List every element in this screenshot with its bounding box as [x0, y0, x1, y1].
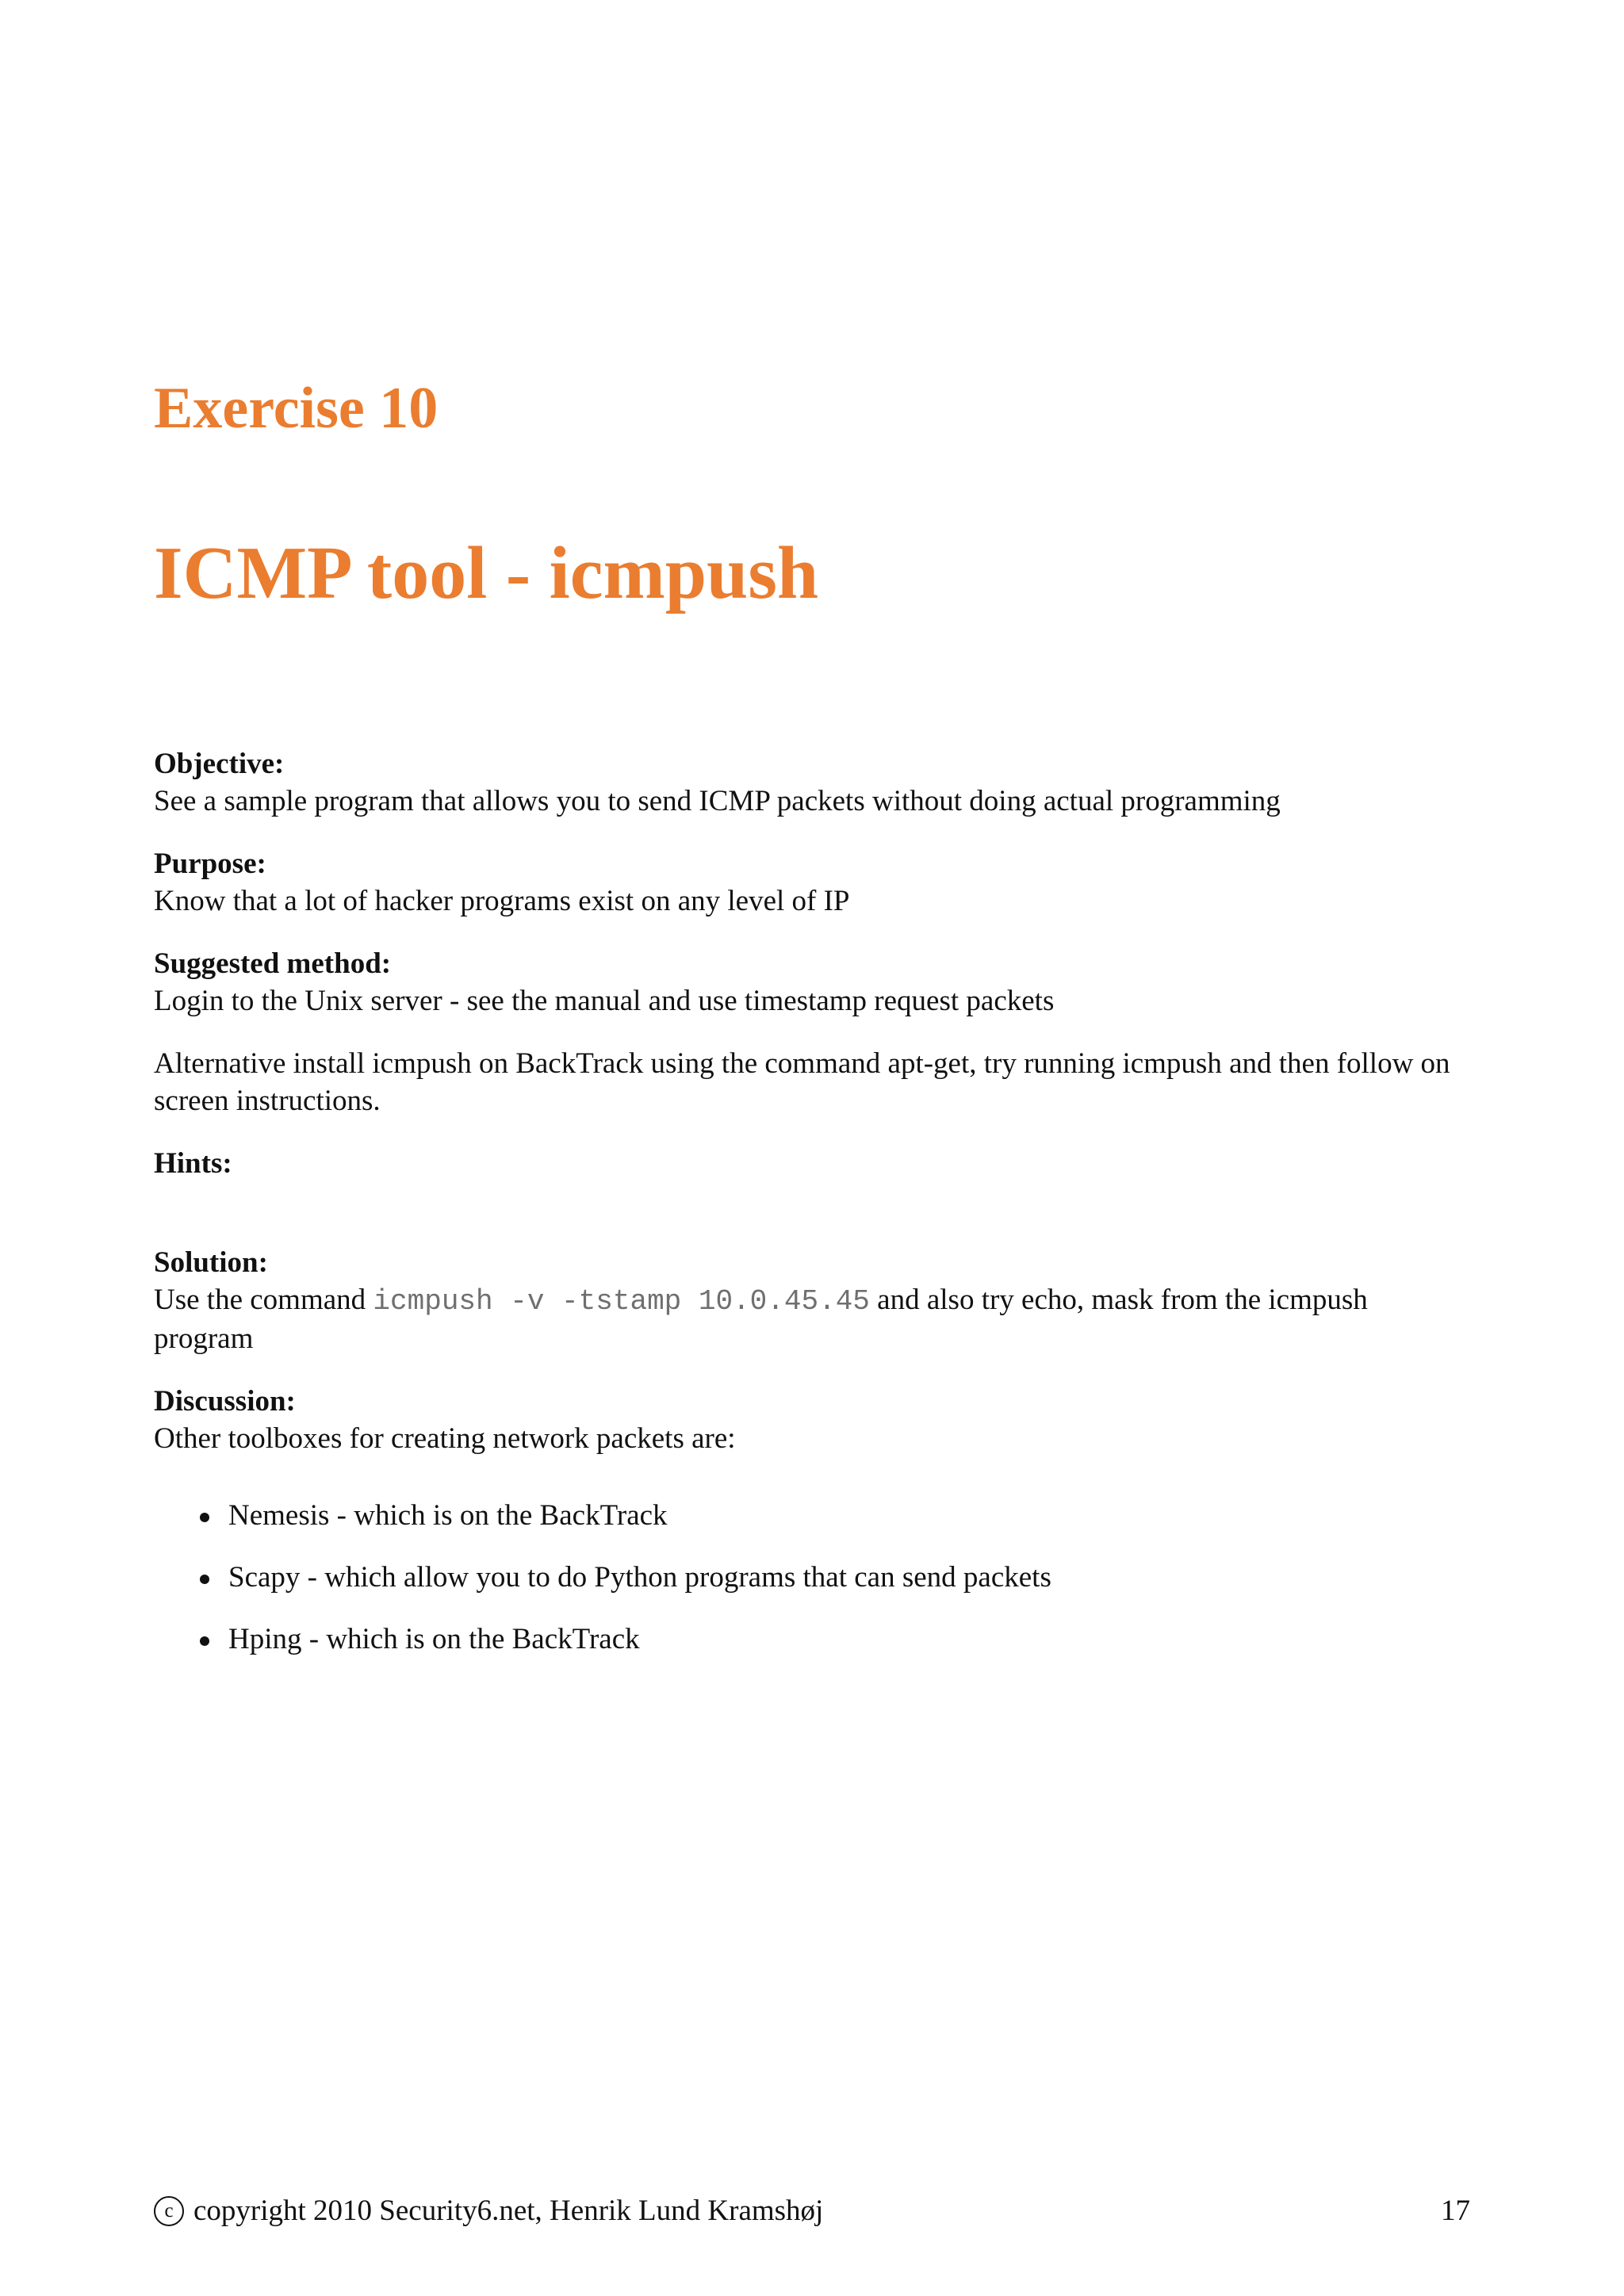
solution-text-after-command: and also try echo, mask from the icmpush program — [154, 1284, 1368, 1355]
copyright-icon: c — [154, 2196, 184, 2226]
hints-label: Hints: — [154, 1147, 232, 1180]
purpose-section — [154, 845, 1470, 920]
bullet-icon — [200, 1636, 209, 1646]
discussion-label: Discussion: — [154, 1385, 296, 1418]
toolbox-item-text: Scapy - which allow you to do Python programs that can send packets — [228, 1561, 1051, 1594]
objective-text: See a sample program that allows you to send ICMP packets without doing actual programming — [154, 785, 1281, 817]
bullet-icon — [200, 1575, 209, 1584]
toolbox-list — [154, 1497, 1470, 1658]
solution-label: Solution: — [154, 1246, 268, 1279]
copyright-text: copyright 2010 Security6.net, Henrik Lund Kramshøj — [193, 2195, 824, 2227]
suggested-method-text: Login to the Unix server - see the manual and use timestamp request packets — [154, 985, 1055, 1017]
toolbox-item-text: Nemesis - which is on the BackTrack — [228, 1499, 668, 1532]
list-item — [154, 1621, 1470, 1658]
discussion-section — [154, 1383, 1470, 1457]
solution-command: icmpush -v -tstamp 10.0.45.45 — [373, 1285, 870, 1318]
bullet-icon — [200, 1513, 209, 1522]
chapter-title: ICMP tool - icmpush — [154, 532, 819, 614]
list-item — [154, 1497, 1470, 1534]
purpose-label: Purpose: — [154, 848, 266, 880]
list-item — [154, 1559, 1470, 1596]
suggested-method-label: Suggested method: — [154, 947, 392, 980]
alternative-method-text: Alternative install icmpush on BackTrack using the command apt-get, try running icmpush and then follow on screen instructions. — [154, 1047, 1450, 1117]
solution-section — [154, 1244, 1470, 1357]
suggested-method-section — [154, 945, 1470, 1020]
page-number: 17 — [1441, 2195, 1470, 2227]
exercise-content — [154, 745, 1470, 1682]
discussion-text: Other toolboxes for creating network packets are: — [154, 1422, 736, 1455]
footer-copyright — [154, 2192, 823, 2229]
solution-text-before-command: Use the command — [154, 1284, 366, 1316]
hints-empty-space — [154, 1182, 1470, 1244]
page-footer — [154, 2192, 1470, 2229]
purpose-text: Know that a lot of hacker programs exist on any level of IP — [154, 885, 850, 917]
objective-section — [154, 745, 1470, 820]
toolbox-item-text: Hping - which is on the BackTrack — [228, 1623, 640, 1655]
objective-label: Objective: — [154, 748, 285, 780]
hints-section — [154, 1145, 1470, 1244]
chapter-label: Exercise 10 — [154, 376, 439, 441]
